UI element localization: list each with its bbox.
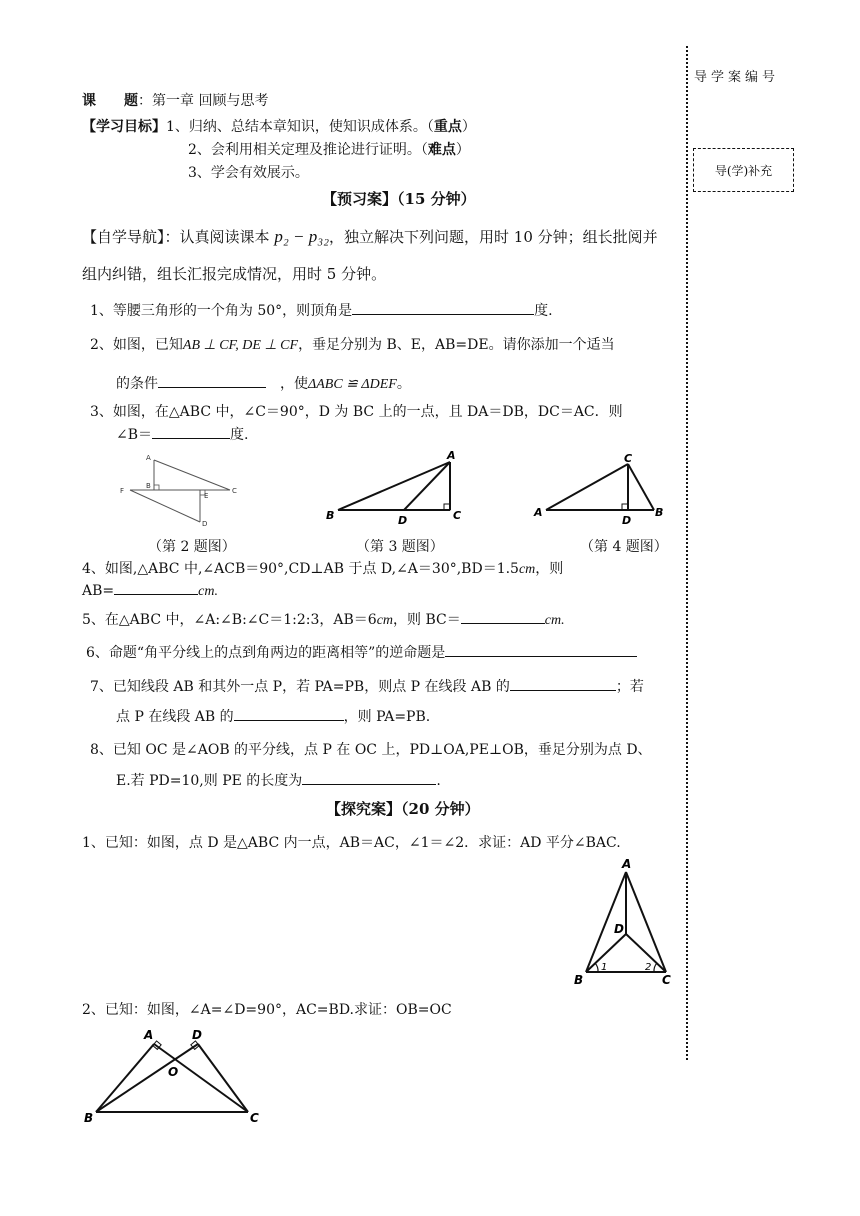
explore-problem-1: 1、已知：如图，点 D 是△ABC 内一点，AB＝AC，∠1＝∠2．求证：AD 平分∠BAC. (82, 835, 621, 851)
q8-text-c: . (436, 773, 441, 789)
fig3-label-d: D (398, 514, 408, 526)
figp2-label-o: O (168, 1065, 179, 1079)
q3-text-b: ∠B＝ (116, 427, 153, 443)
sidebar-divider (686, 46, 688, 1060)
q1-end: 度. (534, 303, 553, 319)
fig2-label-e: E (204, 492, 209, 500)
goal-line-3: 3、学会有效展示。 (188, 165, 309, 181)
figure-explore-1 (570, 856, 680, 986)
q6-text: 6、命题“角平分线上的点到角两边的距离相等”的逆命题是 (86, 645, 446, 661)
figp1-label-a: A (622, 857, 632, 871)
figp2-label-b: B (84, 1111, 94, 1125)
question-3-cont (116, 424, 248, 444)
goal-line-1 (82, 116, 476, 136)
self-study-nav (82, 226, 658, 247)
fig4-label-d: D (622, 514, 632, 526)
nav-text-b: ，独立解决下列问题，用时 10 分钟；组长批阅并 (329, 228, 658, 246)
fig2-label-a: A (146, 454, 151, 462)
caption-fig2: （第 2 题图） (148, 539, 236, 555)
fig2-label-c: C (232, 487, 237, 495)
figp1-label-c: C (662, 973, 671, 986)
fig3-label-c: C (453, 509, 462, 522)
q8-text-b: E.若 PD=10,则 PE 的长度为 (116, 773, 303, 789)
goal-line-2 (188, 139, 470, 159)
q3-text-c: 度. (230, 427, 249, 443)
goal-1-key: 重点 (433, 119, 462, 135)
topic-label: 课 题 (82, 93, 138, 109)
q4-text-c: AB= (82, 583, 115, 599)
q4-text-a: 4、如图,△ABC 中,∠ACB＝90°,CD⊥AB 于点 D,∠A＝30°,BD＝1.5 (82, 561, 519, 577)
figp2-label-d: D (192, 1028, 202, 1042)
caption-fig4: （第 4 题图） (580, 539, 668, 555)
q4-text-b: ，则 (535, 561, 564, 577)
figp1-label-d: D (614, 922, 624, 936)
goal-2-close: ） (455, 142, 470, 158)
fig2-label-b: B (146, 482, 151, 490)
question-1 (90, 300, 553, 320)
caption-fig3: （第 3 题图） (356, 539, 444, 555)
q4-text-d: cm. (198, 584, 218, 599)
q2-text-b: ，垂足分别为 B、E，AB=DE。请你添加一个适当 (298, 337, 615, 353)
nav-text-a: ：认真阅读课本 (164, 228, 270, 246)
figure-explore-2 (80, 1026, 280, 1126)
question-8-cont (116, 770, 441, 790)
q5-unit: cm (376, 613, 394, 628)
q4-blank[interactable] (114, 580, 198, 595)
q7-text-d: ，则 PA=PB. (343, 709, 431, 725)
fig4-label-b: B (655, 506, 664, 519)
fig4-label-a: A (534, 506, 543, 519)
goal-2-key: 难点 (427, 142, 456, 158)
fig3-label-b: B (326, 509, 335, 522)
q1-text: 1、等腰三角形的一个角为 50°，则顶角是 (90, 303, 353, 319)
figure-q4 (530, 446, 680, 526)
explore-heading: 【探究案】（20 分钟） (326, 800, 480, 818)
fig4-label-c: C (624, 452, 633, 465)
figp2-label-c: C (250, 1111, 259, 1125)
sidebar-title: 导学案编号 (694, 70, 780, 85)
q5-text-b: ，则 BC＝ (393, 612, 461, 628)
question-7-cont (116, 706, 430, 726)
q4-unit: cm (518, 562, 536, 577)
figp1-label-b: B (574, 973, 584, 986)
question-2 (90, 334, 615, 354)
goal-2-text: 2、会利用相关定理及推论进行证明。（ (188, 142, 428, 158)
fig3-label-a: A (447, 449, 456, 462)
q5-blank[interactable] (461, 609, 545, 624)
question-3: 3、如图，在△ABC 中，∠C＝90°，D 为 BC 上的一点，且 DA＝DB，DC＝AC．则 (90, 404, 623, 420)
q7-blank-2[interactable] (234, 706, 344, 721)
question-5 (82, 609, 565, 629)
goals-label: 【学习目标】 (82, 119, 166, 135)
q7-text-c: 点 P 在线段 AB 的 (116, 709, 234, 725)
figp1-angle-2: 2 (645, 962, 652, 973)
explore-problem-2: 2、已知：如图，∠A=∠D=90°，AC=BD.求证：OB=OC (82, 1002, 452, 1018)
question-4 (82, 558, 563, 578)
q2-text-a: 2、如图，已知 (90, 337, 183, 353)
figure-q3 (320, 446, 470, 526)
question-8: 8、已知 OC 是∠AOB 的平分线，点 P 在 OC 上，PD⊥OA,PE⊥OB，垂足分别为点 D、 (90, 742, 652, 758)
q1-blank[interactable] (352, 300, 534, 315)
q7-text-a: 7、已知线段 AB 和其外一点 P，若 PA=PB，则点 P 在线段 AB 的 (90, 679, 510, 695)
question-2-cont (116, 373, 411, 393)
figp1-angle-1: 1 (601, 962, 608, 973)
q2-text-c: 的条件 (116, 376, 158, 392)
question-6 (86, 642, 637, 662)
q5-text-c: cm. (544, 613, 565, 628)
figure-q2 (116, 450, 246, 530)
question-4-cont (82, 580, 218, 600)
supplement-box: 导(学)补充 (693, 148, 794, 192)
q2-blank[interactable] (158, 373, 266, 388)
q3-blank[interactable] (152, 424, 230, 439)
nav-label: 【自学导航】 (82, 228, 165, 246)
q5-text-a: 5、在△ABC 中，∠A:∠B:∠C＝1:2:3，AB＝6 (82, 612, 377, 628)
q7-blank-1[interactable] (510, 676, 616, 691)
q2-math2: ΔABC ≌ ΔDEF (308, 377, 397, 392)
fig2-label-d: D (202, 520, 208, 528)
topic-value: ：第一章 回顾与思考 (138, 93, 269, 109)
q2-text-d: ，使 (280, 376, 308, 392)
goal-1-close: ） (461, 119, 476, 135)
nav-pages: p₂ − p₃₂ (274, 227, 330, 246)
q2-math: AB ⊥ CF, DE ⊥ CF (182, 338, 299, 353)
q6-blank[interactable] (445, 642, 637, 657)
nav-text-c: 组内纠错，组长汇报完成情况，用时 5 分钟。 (82, 265, 387, 283)
goal-1-text: 1、归纳、总结本章知识，使知识成体系。（ (166, 119, 434, 135)
q7-text-b: ；若 (615, 679, 644, 695)
topic-line (82, 90, 268, 110)
preview-heading: 【预习案】（15 分钟） (322, 190, 476, 208)
figp2-label-a: A (144, 1028, 154, 1042)
fig2-label-f: F (120, 487, 125, 495)
q8-blank[interactable] (302, 770, 436, 785)
q2-text-e: 。 (396, 376, 411, 392)
question-7 (90, 676, 644, 696)
